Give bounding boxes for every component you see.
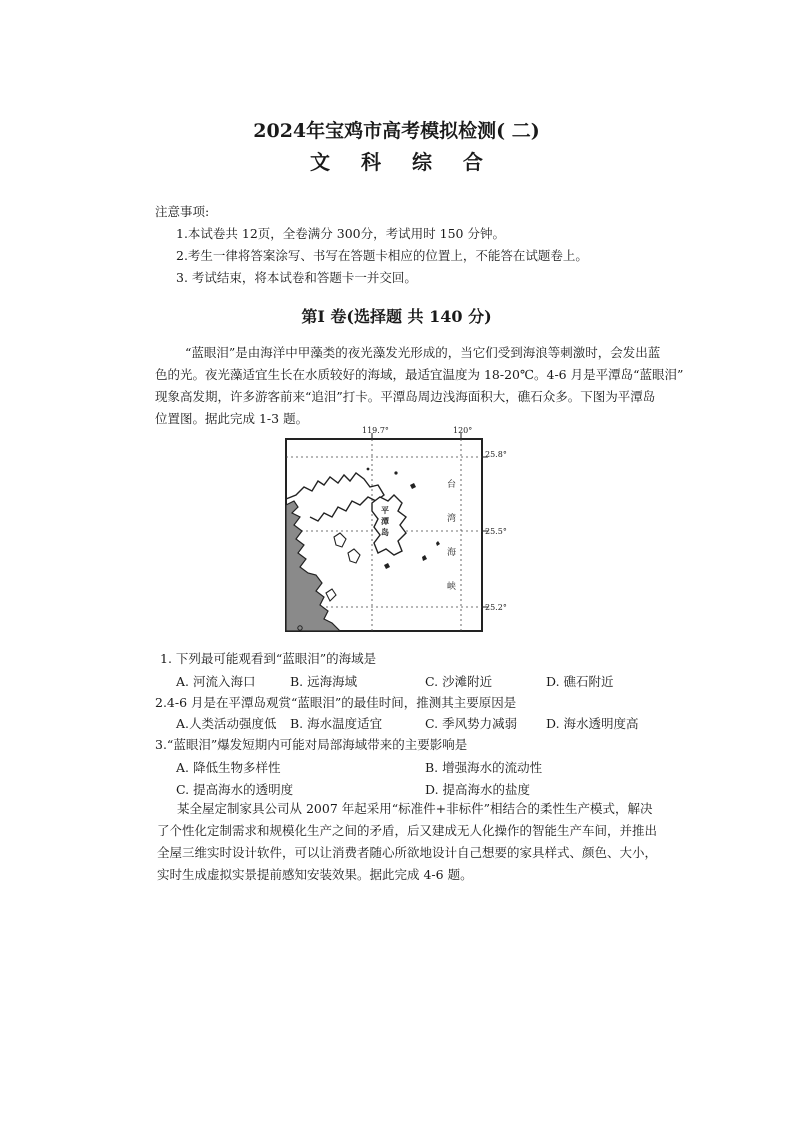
option-a: A. 降低生物多样性 xyxy=(176,760,281,775)
pingtan-island xyxy=(372,495,406,555)
notice-item: 1.本试卷共 12页，全卷满分 300分，考试用时 150 分钟。 xyxy=(176,226,505,241)
notice-item: 2.考生一律将答案涂写、书写在答题卡相应的位置上，不能答在试题卷上。 xyxy=(176,248,588,263)
pingtan-location-map xyxy=(280,425,510,635)
question-stem: 3.“蓝眼泪”爆发短期内可能对局部海域带来的主要影响是 xyxy=(155,737,468,752)
strait-label: 海 xyxy=(447,548,457,558)
exam-title: 2024年宝鸡市高考模拟检测( 二) xyxy=(253,120,540,142)
lat-label: 25.5° xyxy=(485,527,507,536)
notice-item: 3. 考试结束，将本试卷和答题卡一并交回。 xyxy=(176,270,417,285)
passage-line: 色的光。夜光藻适宜生长在水质较好的海域，最适宜温度为 18-20℃。4-6 月是平潭岛“蓝眼泪” xyxy=(155,367,684,382)
lat-label: 25.2° xyxy=(485,603,507,612)
option-b: B. 增强海水的流动性 xyxy=(425,760,543,775)
coastline xyxy=(286,473,384,521)
strait-label: 台 xyxy=(447,480,457,490)
passage-line: 全屋三维实时设计软件，可以让消费者随心所欲地设计自己想要的家具样式、颜色、大小， xyxy=(157,845,658,860)
question-stem: 2.4-6 月是在平潭岛观赏“蓝眼泪”的最佳时间，推测其主要原因是 xyxy=(155,695,517,710)
option-d: D. 礁石附近 xyxy=(546,674,614,689)
option-c: C. 季风势力减弱 xyxy=(425,716,518,731)
passage-line: 现象高发期，许多游客前来“追泪”打卡。平潭岛周边浅海面积大，礁石众多。下图为平潭岛 xyxy=(155,389,656,404)
passage-line: 了个性化定制需求和规模化生产之间的矛盾，后又建成无人化操作的智能生产车间，并推出 xyxy=(157,823,658,838)
mainland xyxy=(286,501,340,631)
passage-line: 位置图。据此完成 1-3 题。 xyxy=(155,411,309,426)
option-c: C. 提高海水的透明度 xyxy=(176,782,294,797)
exam-subtitle: 文 科 综 合 xyxy=(310,150,495,174)
island-label: 平 xyxy=(381,505,389,515)
option-a: A.人类活动强度低 xyxy=(176,716,277,731)
lon-label: 119.7° xyxy=(362,426,389,435)
option-a: A. 河流入海口 xyxy=(176,674,256,689)
lon-label: 120° xyxy=(453,426,473,435)
passage-line: “蓝眼泪”是由海洋中甲藻类的夜光藻发光形成的，当它们受到海浪等刺激时，会发出蓝 xyxy=(185,345,661,360)
notice-heading: 注意事项: xyxy=(155,204,210,219)
island-label: 潭 xyxy=(381,516,389,526)
section-title: 第Ⅰ 卷(选择题 共 140 分) xyxy=(301,307,492,326)
lat-label: 25.8° xyxy=(485,450,507,459)
strait-label: 湾 xyxy=(447,514,457,524)
passage-line: 某全屋定制家具公司从 2007 年起采用“标准件+非标件”相结合的柔性生产模式，解决 xyxy=(177,801,653,816)
passage-line: 实时生成虚拟实景提前感知安装效果。据此完成 4-6 题。 xyxy=(157,867,473,882)
option-b: B. 远海海域 xyxy=(290,674,358,689)
option-c: C. 沙滩附近 xyxy=(425,674,493,689)
question-stem: 1. 下列最可能观看到“蓝眼泪”的海域是 xyxy=(160,651,377,666)
option-d: D. 提高海水的盐度 xyxy=(425,782,531,797)
option-d: D. 海水透明度高 xyxy=(546,716,639,731)
option-b: B. 海水温度适宜 xyxy=(290,716,383,731)
island-label: 岛 xyxy=(381,527,389,537)
strait-label: 峡 xyxy=(447,582,457,592)
